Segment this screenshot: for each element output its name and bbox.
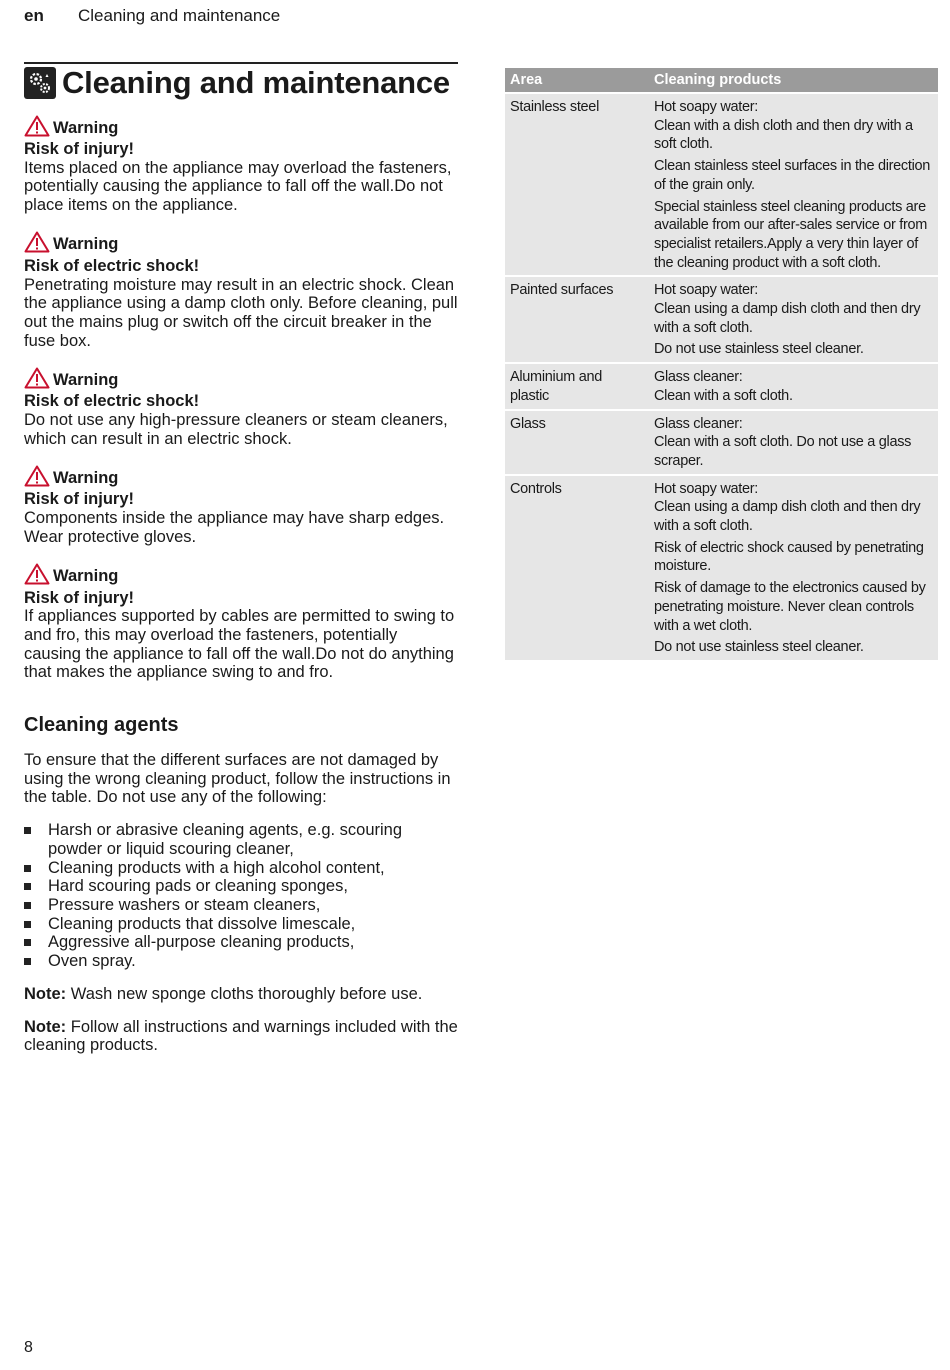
product-paragraph bbox=[654, 638, 933, 657]
note-text: Wash new sponge cloths thoroughly before use. bbox=[70, 984, 423, 1003]
warning-text: Penetrating moisture may result in an electric shock. Clean the appliance using a damp cloth only. Before cleaning, pull out the mains plug or switch off the circuit breaker in the fuse box. bbox=[24, 275, 458, 350]
warning-risk: Risk of injury! bbox=[24, 140, 135, 158]
product-line: Risk of electric shock caused by penetrating moisture. bbox=[654, 539, 924, 575]
left-column bbox=[24, 62, 458, 1055]
product-line: Clean stainless steel surfaces in the direction of the grain only. bbox=[654, 158, 931, 193]
cleaning-agents-heading: Cleaning agents bbox=[24, 714, 179, 737]
product-line: Clean using a damp dish cloth and then dry with a soft cloth. bbox=[654, 499, 921, 535]
warning-text: Components inside the appliance may have sharp edges. Wear protective gloves. bbox=[24, 509, 445, 546]
warning-heading bbox=[24, 116, 458, 140]
table-cell-products bbox=[649, 276, 938, 363]
table-cell-products bbox=[649, 363, 938, 409]
table-header-row bbox=[505, 68, 938, 93]
product-paragraph bbox=[654, 539, 933, 576]
warning-heading bbox=[24, 368, 458, 392]
product-line: Clean using a damp dish cloth and then dry with a soft cloth. bbox=[654, 301, 921, 336]
table-cell-area: Aluminium and plastic bbox=[505, 363, 649, 409]
column-header-products: Cleaning products bbox=[649, 68, 938, 93]
warning-triangle-icon bbox=[24, 367, 53, 394]
language-code: en bbox=[24, 6, 44, 25]
header-section-title: Cleaning and maintenance bbox=[78, 6, 281, 25]
table-cell-products bbox=[649, 93, 938, 276]
note-paragraph bbox=[24, 1018, 458, 1055]
warning-risk: Risk of injury! bbox=[24, 490, 135, 509]
warning-triangle-icon bbox=[24, 115, 53, 142]
warning-block bbox=[24, 466, 458, 546]
table-cell-area: Controls bbox=[505, 475, 649, 660]
product-paragraph bbox=[654, 281, 933, 337]
warning-heading bbox=[24, 565, 458, 589]
product-line: Do not use stainless steel cleaner. bbox=[654, 639, 864, 656]
product-line: Clean with a soft cloth. bbox=[654, 387, 793, 404]
warning-heading bbox=[24, 233, 458, 257]
cleaning-agents-intro: To ensure that the different surfaces are not damaged by using the wrong cleaning product, follow the instructions in the table. Do not use any of the following: bbox=[24, 751, 451, 807]
warning-block bbox=[24, 116, 458, 215]
warning-risk: Risk of electric shock! bbox=[24, 256, 200, 275]
forbidden-agents-list bbox=[24, 821, 458, 971]
warning-text: If appliances supported by cables are permitted to swing to and fro, this may overload the fasteners, potentially causing the appliance to fall off the wall.Do not do anything that makes the appliance swing to and fro. bbox=[24, 607, 455, 682]
list-item: Aggressive all-purpose cleaning products, bbox=[24, 933, 458, 952]
warning-block bbox=[24, 233, 458, 351]
product-paragraph bbox=[654, 157, 933, 194]
list-item: Cleaning products that dissolve limescale, bbox=[24, 915, 458, 934]
product-paragraph bbox=[654, 198, 933, 273]
warning-label: Warning bbox=[53, 118, 119, 137]
warning-triangle-icon bbox=[24, 465, 53, 492]
note-text: Follow all instructions and warnings included with the cleaning products. bbox=[24, 1017, 458, 1055]
warning-text: Items placed on the appliance may overload the fasteners, potentially causing the appliance to fall off the wall.Do not place items on the appliance. bbox=[24, 158, 452, 215]
table-cell-area: Stainless steel bbox=[505, 93, 649, 276]
column-header-area: Area bbox=[505, 68, 649, 93]
table-row bbox=[505, 93, 938, 276]
table-cell-products bbox=[649, 475, 938, 660]
product-line: Clean with a soft cloth. Do not use a glass scraper. bbox=[654, 434, 912, 469]
warning-label: Warning bbox=[53, 469, 119, 488]
warning-block bbox=[24, 565, 458, 683]
page-number: 8 bbox=[24, 1339, 33, 1356]
warning-triangle-icon bbox=[24, 231, 53, 258]
table-cell-area: Glass bbox=[505, 410, 649, 475]
list-item: Harsh or abrasive cleaning agents, e.g. scouring powder or liquid scouring cleaner, bbox=[24, 821, 458, 858]
product-paragraph bbox=[654, 368, 933, 405]
product-line: Do not use stainless steel cleaner. bbox=[654, 341, 864, 358]
notes bbox=[24, 985, 458, 1055]
table-row bbox=[505, 276, 938, 363]
warning-block bbox=[24, 368, 458, 448]
table-cell-products bbox=[649, 410, 938, 475]
page-title: Cleaning and maintenance bbox=[62, 65, 450, 100]
product-paragraph bbox=[654, 579, 933, 635]
list-item: Oven spray. bbox=[24, 952, 458, 971]
product-paragraph bbox=[654, 415, 933, 471]
list-item: Cleaning products with a high alcohol content, bbox=[24, 859, 458, 878]
product-line: Risk of damage to the electronics caused by penetrating moisture. Never clean controls with a wet cloth. bbox=[654, 580, 926, 634]
table-body bbox=[505, 93, 938, 660]
list-item: Hard scouring pads or cleaning sponges, bbox=[24, 877, 458, 896]
product-line: Hot soapy water: bbox=[654, 480, 758, 497]
list-item: Pressure washers or steam cleaners, bbox=[24, 896, 458, 915]
table-row bbox=[505, 475, 938, 660]
product-line: Special stainless steel cleaning products are available from our after-sales service or from specialist retailers.Apply a very thin layer of the cleaning product with a soft cloth. bbox=[654, 198, 928, 271]
running-header bbox=[24, 6, 280, 26]
cleaning-table bbox=[505, 68, 938, 660]
table-cell-area: Painted surfaces bbox=[505, 276, 649, 363]
product-line: Glass cleaner: bbox=[654, 369, 743, 386]
maintenance-gear-icon bbox=[24, 67, 56, 99]
product-paragraph bbox=[654, 98, 933, 154]
title-row bbox=[24, 62, 458, 100]
product-paragraph bbox=[654, 340, 933, 359]
warning-risk: Risk of injury! bbox=[24, 588, 135, 607]
table-row bbox=[505, 410, 938, 475]
warning-heading bbox=[24, 466, 458, 490]
warning-label: Warning bbox=[53, 235, 119, 254]
warning-label: Warning bbox=[53, 370, 119, 389]
product-line: Hot soapy water: bbox=[654, 99, 758, 115]
warning-text: Do not use any high-pressure cleaners or steam cleaners, which can result in an electric shock. bbox=[24, 411, 448, 448]
table-row bbox=[505, 363, 938, 409]
product-line: Clean with a dish cloth and then dry with a soft cloth. bbox=[654, 117, 913, 153]
product-line: Glass cleaner: bbox=[654, 415, 743, 432]
warning-triangle-icon bbox=[24, 563, 53, 590]
note-label: Note: bbox=[24, 984, 67, 1003]
note-paragraph bbox=[24, 985, 458, 1004]
right-column bbox=[505, 68, 938, 660]
warnings-list bbox=[24, 116, 458, 682]
note-label: Note: bbox=[24, 1017, 67, 1036]
warning-risk: Risk of electric shock! bbox=[24, 392, 200, 411]
product-line: Hot soapy water: bbox=[654, 282, 758, 299]
warning-label: Warning bbox=[53, 567, 119, 586]
product-paragraph bbox=[654, 480, 933, 536]
